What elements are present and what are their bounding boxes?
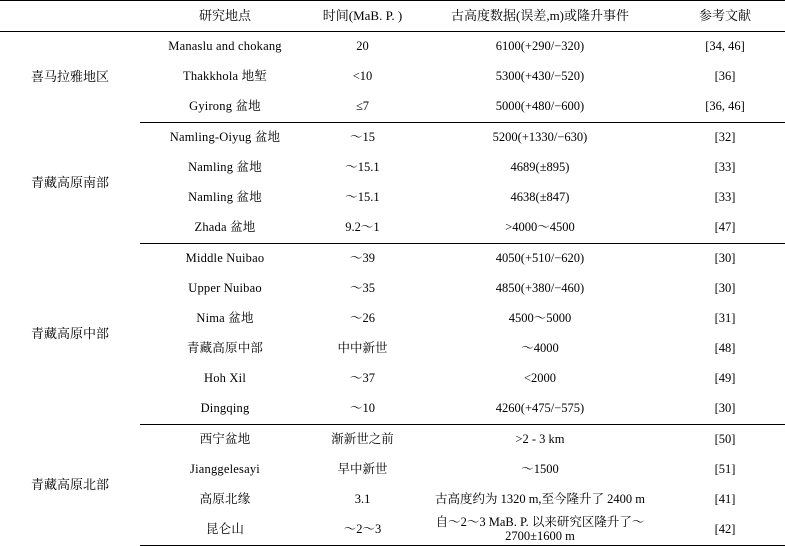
table-row [0, 425, 785, 456]
column-header-reference: 参考文献 [698, 7, 751, 23]
elevation-value: 4500～5000 [508, 311, 572, 326]
time-value: ～15.1 [345, 160, 380, 175]
site-name: Dingqing [140, 394, 310, 425]
site-name: 青藏高原中部 [186, 341, 264, 356]
site-name: Hoh Xil [203, 371, 247, 386]
column-header-time: 时间(MaB. P. ) [322, 7, 403, 23]
time-value: ～37 [349, 371, 375, 386]
time-value: ≤7 [310, 92, 415, 123]
elevation-value: 5000(+480/−600) [415, 92, 665, 123]
site-name: 高原北缘 [199, 492, 251, 507]
region-label: 青藏高原中部 [30, 325, 109, 341]
site-name: Gyirong 盆地 [140, 92, 310, 123]
elevation-value: 4850(+380/−460) [495, 281, 585, 296]
elevation-value: ～4000 [521, 341, 559, 356]
time-value: ～39 [349, 251, 375, 266]
table-row [0, 244, 785, 275]
reference-value: [42] [665, 515, 785, 546]
site-name: Manaslu and chokang [168, 39, 282, 54]
elevation-value: 自～2～3 MaB. P. 以来研究区隆升了～2700±1600 m [415, 515, 665, 546]
time-value: ～2～3 [310, 515, 415, 546]
column-header-region [0, 1, 140, 32]
elevation-value: ～1500 [521, 462, 559, 477]
reference-value: [34, 46] [705, 39, 745, 54]
site-name: Namling 盆地 [188, 160, 262, 175]
elevation-value: 4260(+475/−575) [415, 394, 665, 425]
site-name: Middle Nuibao [185, 251, 265, 266]
elevation-value: 5300(+430/−520) [495, 69, 585, 84]
time-value: ～10 [310, 394, 415, 425]
time-value: 早中新世 [337, 462, 388, 477]
reference-value: [47] [665, 213, 785, 244]
table-header [0, 1, 785, 32]
table-body [0, 32, 785, 546]
time-value: ～35 [349, 281, 375, 296]
site-name: Namling-Oiyug 盆地 [169, 130, 281, 145]
time-value: 中中新世 [337, 341, 388, 356]
site-name: Upper Nuibao [188, 281, 262, 296]
reference-value: [50] [714, 432, 736, 447]
reference-value: [31] [714, 311, 736, 326]
time-value: <10 [352, 69, 373, 84]
reference-value: [30] [714, 281, 736, 296]
site-name: 昆仑山 [140, 515, 310, 546]
elevation-value: >2 - 3 km [515, 432, 565, 447]
reference-value: [33] [714, 160, 736, 175]
reference-value: [33] [714, 190, 736, 205]
reference-value: [36] [714, 69, 736, 84]
table-header-row [0, 1, 785, 32]
time-value: 渐新世之前 [331, 432, 394, 447]
elevation-value: 6100(+290/−320) [495, 39, 585, 54]
table-row [0, 32, 785, 63]
elevation-value: 4638(±847) [510, 190, 570, 205]
time-value: 20 [356, 39, 369, 54]
region-label: 喜马拉雅地区 [30, 69, 109, 85]
site-name: Thakkhola 地堑 [183, 69, 267, 84]
column-header-site: 研究地点 [198, 7, 251, 23]
elevation-value: 古高度约为 1320 m,至今隆升了 2400 m [434, 492, 646, 507]
site-name: Namling 盆地 [188, 190, 262, 205]
reference-value: [48] [714, 341, 736, 356]
column-header-elevation: 古高度数据(误差,m)或隆升事件 [450, 7, 630, 23]
region-label: 青藏高原南部 [30, 174, 109, 190]
elevation-value: 5200(+1330/−630) [492, 130, 588, 145]
elevation-value: >4000～4500 [415, 213, 665, 244]
elevation-value: <2000 [523, 371, 557, 386]
site-name: Jianggelesayi [190, 462, 260, 477]
site-name: Nima 盆地 [196, 311, 254, 326]
reference-value: [51] [714, 462, 736, 477]
time-value: 3.1 [354, 492, 371, 507]
time-value: ～26 [349, 311, 375, 326]
time-value: ～15 [349, 130, 375, 145]
site-name: 西宁盆地 [199, 432, 251, 447]
reference-value: [49] [714, 371, 736, 386]
region-label: 青藏高原北部 [30, 476, 109, 492]
elevation-value: 4050(+510/−620) [495, 251, 585, 266]
table-row [0, 123, 785, 154]
reference-value: [41] [714, 492, 736, 507]
elevation-value: 4689(±895) [510, 160, 570, 175]
reference-value: [30] [714, 251, 736, 266]
reference-value: [32] [714, 130, 736, 145]
reference-value: [30] [665, 394, 785, 425]
time-value: 9.2～1 [310, 213, 415, 244]
site-name: Zhada 盆地 [140, 213, 310, 244]
reference-value: [36, 46] [665, 92, 785, 123]
time-value: ～15.1 [345, 190, 380, 205]
